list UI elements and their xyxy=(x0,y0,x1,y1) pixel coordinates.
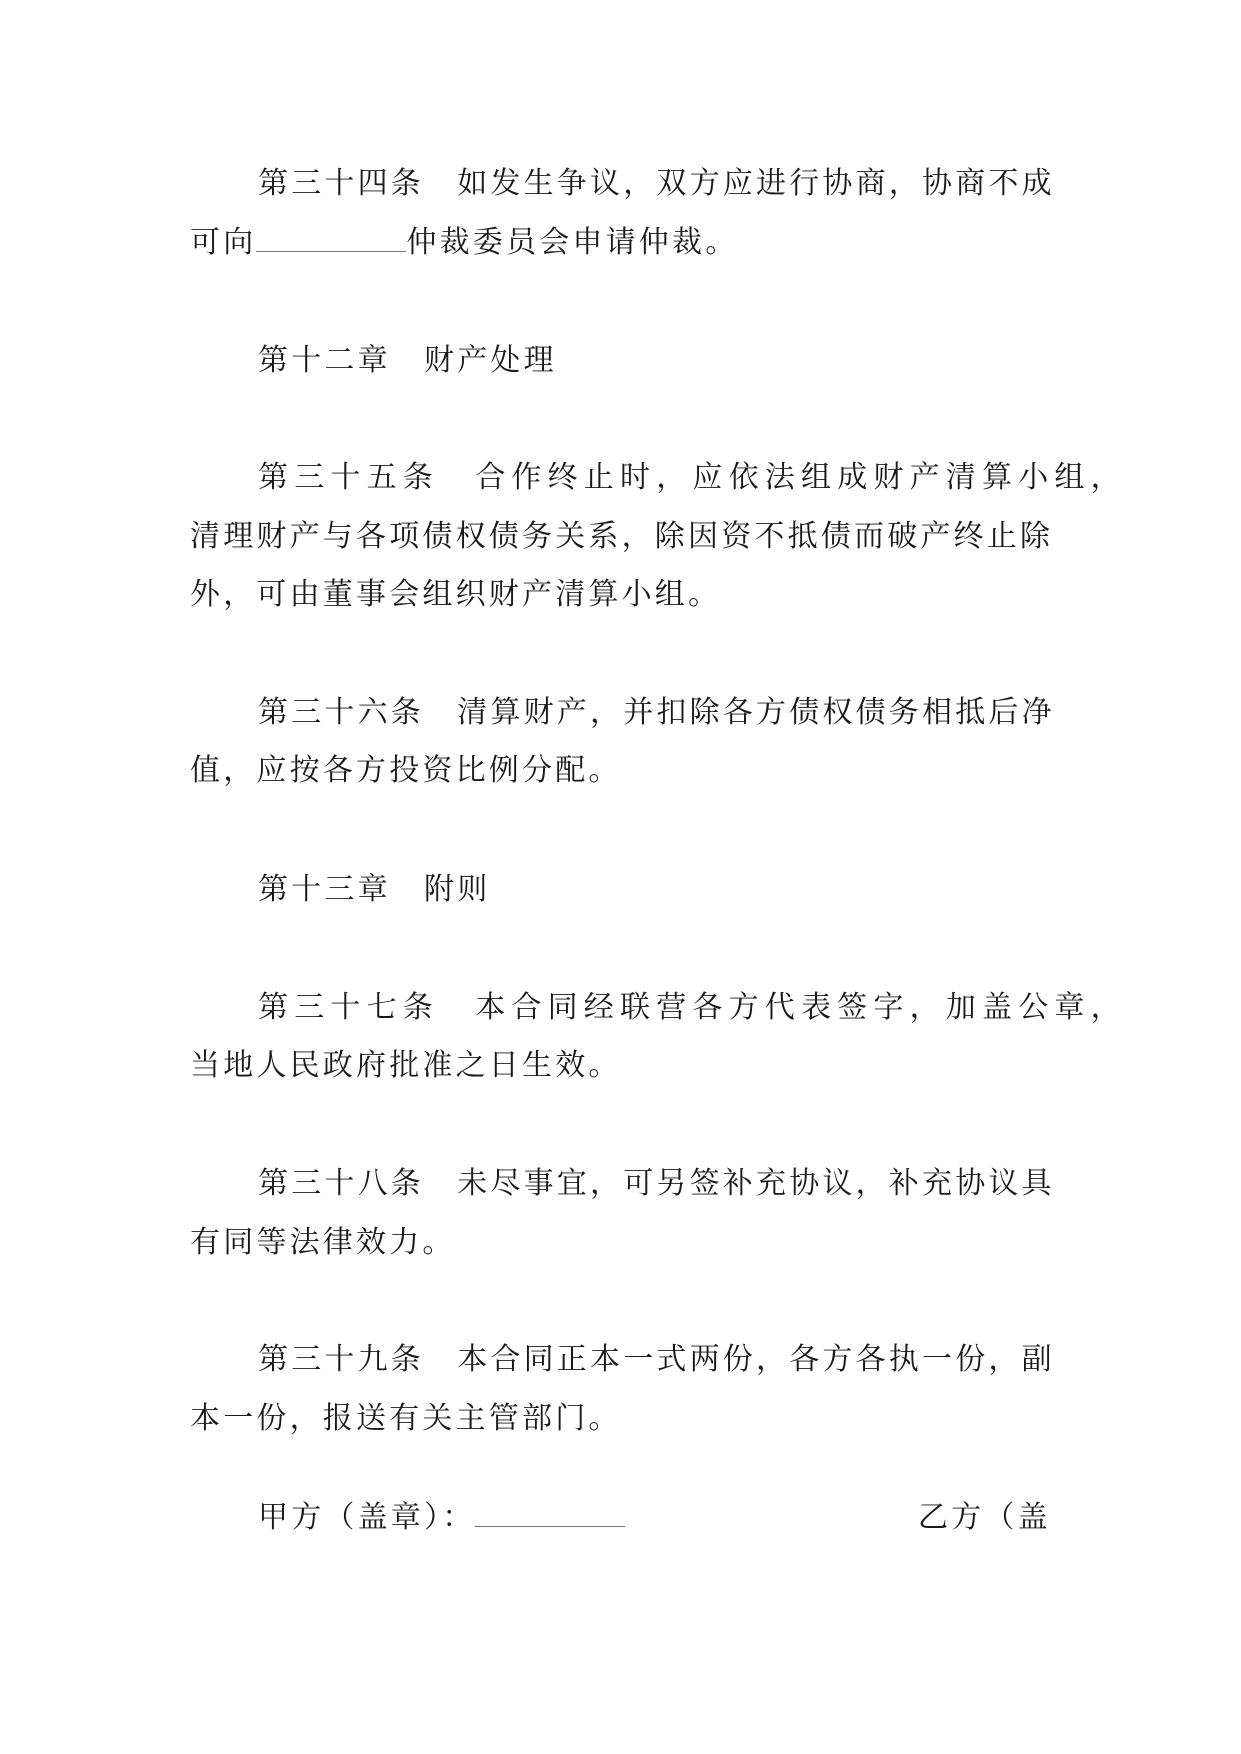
arbitration-blank xyxy=(256,225,406,252)
party-a-label: 甲方（盖章）： xyxy=(258,1500,476,1535)
article-34-prefix: 可向 xyxy=(190,225,257,260)
article-36-line-1: 第三十六条 清算财产，并扣除各方债权债务相抵后净 xyxy=(258,695,1055,730)
article-34-suffix: 仲裁委员会申请仲裁。 xyxy=(406,225,739,260)
article-35-line-2: 清理财产与各项债权债务关系，除因资不抵债而破产终止除 xyxy=(190,519,1054,554)
article-35-line-1: 第三十五条 合作终止时，应依法组成财产清算小组， xyxy=(258,460,1127,495)
article-38-line-1: 第三十八条 未尽事宜，可另签补充协议，补充协议具 xyxy=(258,1166,1055,1201)
chapter-13-heading: 第十三章 附则 xyxy=(258,872,491,907)
article-37-line-2: 当地人民政府批准之日生效。 xyxy=(190,1048,622,1083)
article-36-line-2: 值，应按各方投资比例分配。 xyxy=(190,753,622,788)
article-39-line-2: 本一份，报送有关主管部门。 xyxy=(190,1401,622,1436)
party-a-signature xyxy=(258,1500,678,1536)
party-a-signature-blank xyxy=(475,1500,625,1527)
article-39-line-1: 第三十九条 本合同正本一式两份，各方各执一份，副 xyxy=(258,1342,1055,1377)
chapter-12-heading: 第十二章 财产处理 xyxy=(258,343,557,378)
article-34-line-2 xyxy=(190,225,1050,261)
article-34-line-1: 第三十四条 如发生争议，双方应进行协商，协商不成 xyxy=(258,166,1055,201)
article-35-line-3: 外，可由董事会组织财产清算小组。 xyxy=(190,577,722,612)
article-37-line-1: 第三十七条 本合同经联营各方代表签字，加盖公章， xyxy=(258,990,1127,1025)
article-38-line-2: 有同等法律效力。 xyxy=(190,1225,456,1260)
party-b-label: 乙方（盖 xyxy=(918,1500,1051,1535)
